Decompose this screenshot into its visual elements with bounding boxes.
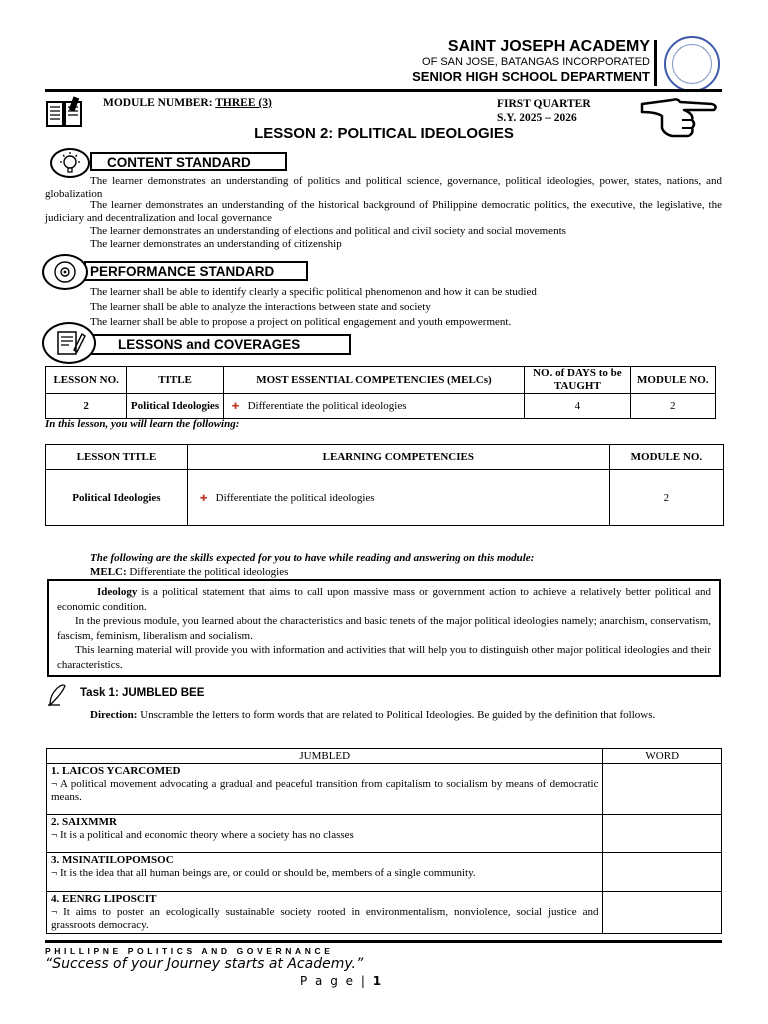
header-rule — [45, 89, 722, 92]
content-standard-item-4: The learner demonstrates an understanding of citizenship — [90, 238, 342, 250]
jumbled-definition: ¬ It aims to poster an ecologically sustainable society rooted in environmentalism, nonviolence, social justice and grassroots democracy. — [51, 906, 599, 931]
col-learning-competencies: LEARNING COMPETENCIES — [187, 445, 609, 470]
jumbled-word: 2. SAIXMMR — [51, 816, 117, 828]
module-number — [103, 97, 272, 109]
cell-module-no: 2 — [630, 394, 715, 419]
school-name: SAINT JOSEPH ACADEMY — [447, 38, 650, 55]
lesson-title: LESSON 2: POLITICAL IDEOLOGIES — [254, 125, 514, 142]
melc-text: Differentiate the political ideologies — [129, 566, 289, 578]
jumbled-definition: ¬ It is the idea that all human beings are, or could or should be, members of a single community. — [51, 867, 476, 879]
direction-label: Direction: — [90, 709, 138, 721]
performance-standard-item-2: The learner shall be able to analyze the interactions between state and society — [90, 301, 431, 313]
cell-module-no: 2 — [609, 470, 723, 526]
content-standard-item-2: The learner demonstrates an understanding of the historical background of Philippine democratic politics, the executive, the legislative, the judiciary and decentralization and local governance — [45, 199, 722, 224]
school-department: SENIOR HIGH SCHOOL DEPARTMENT — [412, 69, 650, 84]
performance-standard-heading: PERFORMANCE STANDARD — [84, 261, 308, 281]
table-row — [46, 470, 724, 526]
answer-cell[interactable] — [603, 764, 722, 815]
quill-icon — [46, 683, 68, 707]
col-days: NO. of DAYS to be TAUGHT — [525, 367, 630, 394]
cell-lesson-no: 2 — [46, 394, 127, 419]
footer-subject: PHILLIPNE POLITICS AND GOVERNANCE — [45, 946, 334, 956]
competency-table — [45, 444, 724, 526]
lessons-coverages-heading: LESSONS and COVERAGES — [88, 334, 351, 355]
table-row — [47, 892, 722, 934]
ideology-box — [47, 579, 721, 677]
page-number-value: 1 — [372, 974, 384, 988]
content-standard-heading: CONTENT STANDARD — [90, 152, 287, 171]
lessons-coverages-table — [45, 366, 716, 419]
quarter-info — [497, 97, 591, 125]
melc-text: Differentiate the political ideologies — [247, 400, 407, 412]
competency-text: Differentiate the political ideologies — [215, 491, 375, 504]
answer-cell[interactable] — [603, 892, 722, 934]
jumbled-word: 3. MSINATILOPOMSOC — [51, 854, 174, 866]
melc-line — [90, 566, 288, 579]
col-lesson-title: LESSON TITLE — [46, 445, 188, 470]
bullet-icon: ✚ — [199, 492, 208, 503]
ideology-para-2: In the previous module, you learned about the characteristics and basic tenets of the major political ideologies namely; anarchism, conservatism, fascism, feminism, liberalism and socialism. — [57, 615, 711, 642]
jumbled-table — [46, 748, 722, 934]
jumbled-item — [47, 892, 603, 934]
cell-days: 4 — [525, 394, 630, 419]
ideology-definition — [57, 585, 711, 614]
answer-cell[interactable] — [603, 853, 722, 892]
footer-quote: “Success of your Journey starts at Academy.” — [45, 956, 364, 972]
jumbled-word: 4. EENRG LIPOSCIT — [51, 893, 157, 905]
cell-competency — [187, 470, 609, 526]
col-module-no: MODULE NO. — [630, 367, 715, 394]
ideology-definition-text: is a political statement that aims to call upon massive mass or government action to achieve a relatively better political and economic condition. — [57, 586, 711, 613]
cell-lesson-title: Political Ideologies — [46, 470, 188, 526]
target-icon — [42, 254, 88, 290]
skills-intro: The following are the skills expected for you to have while reading and answering on this module: — [90, 552, 535, 564]
ideology-para-3: This learning material will provide you with information and activities that will help you to distinguish other major political ideologies and their characteristics. — [57, 644, 711, 671]
performance-standard-item-3: The learner shall be able to propose a project on political engagement and youth empowerment. — [90, 316, 512, 328]
performance-standard-item-1: The learner shall be able to identify clearly a specific political phenomenon and how it can be studied — [90, 286, 537, 298]
col-word: WORD — [603, 749, 722, 764]
task-direction — [45, 708, 722, 722]
learn-intro: In this lesson, you will learn the following: — [45, 418, 240, 430]
school-location: OF SAN JOSE, BATANGAS INCORPORATED — [422, 56, 650, 68]
table-row — [46, 394, 716, 419]
col-jumbled: JUMBLED — [47, 749, 603, 764]
cell-melc — [223, 394, 524, 419]
col-title: TITLE — [127, 367, 223, 394]
school-year: S.Y. 2025 – 2026 — [497, 112, 577, 124]
module-number-value: THREE (3) — [215, 97, 272, 109]
quarter: FIRST QUARTER — [497, 98, 591, 110]
cell-title: Political Ideologies — [127, 394, 223, 419]
notepad-icon — [42, 322, 96, 364]
melc-label: MELC: — [90, 566, 127, 578]
page-label: P a g e | — [300, 974, 367, 988]
jumbled-item — [47, 764, 603, 815]
jumbled-item — [47, 853, 603, 892]
jumbled-definition: ¬ It is a political and economic theory where a society has no classes — [51, 829, 354, 841]
jumbled-definition: ¬ A political movement advocating a gradual and peaceful transition from capitalism to socialism by means of democratic means. — [51, 778, 599, 803]
module-label: MODULE NUMBER: — [103, 97, 213, 109]
content-standard-item-1: The learner demonstrates an understanding of politics and political science, governance, political ideologies, power, states, nations, and globalization — [45, 175, 722, 200]
school-seal-inner — [672, 44, 712, 84]
bullet-icon: ✚ — [231, 401, 240, 411]
answer-cell[interactable] — [603, 815, 722, 853]
col-melc: MOST ESSENTIAL COMPETENCIES (MELCs) — [223, 367, 524, 394]
page-number — [300, 974, 383, 988]
col-module-no: MODULE NO. — [609, 445, 723, 470]
lightbulb-icon — [50, 148, 90, 178]
task-title: Task 1: JUMBLED BEE — [80, 687, 205, 699]
jumbled-item — [47, 815, 603, 853]
content-standard-item-3: The learner demonstrates an understanding of elections and political and civil society and social movements — [90, 225, 566, 237]
direction-text: Unscramble the letters to form words that are related to Political Ideologies. Be guided by the definition that follows. — [137, 709, 656, 721]
footer-rule — [45, 940, 722, 943]
table-row — [47, 764, 722, 815]
table-row — [47, 853, 722, 892]
table-row — [47, 815, 722, 853]
jumbled-word: 1. LAICOS YCARCOMED — [51, 765, 181, 777]
ideology-term: Ideology — [97, 586, 138, 598]
col-lesson-no: LESSON NO. — [46, 367, 127, 394]
header-divider — [654, 40, 657, 86]
